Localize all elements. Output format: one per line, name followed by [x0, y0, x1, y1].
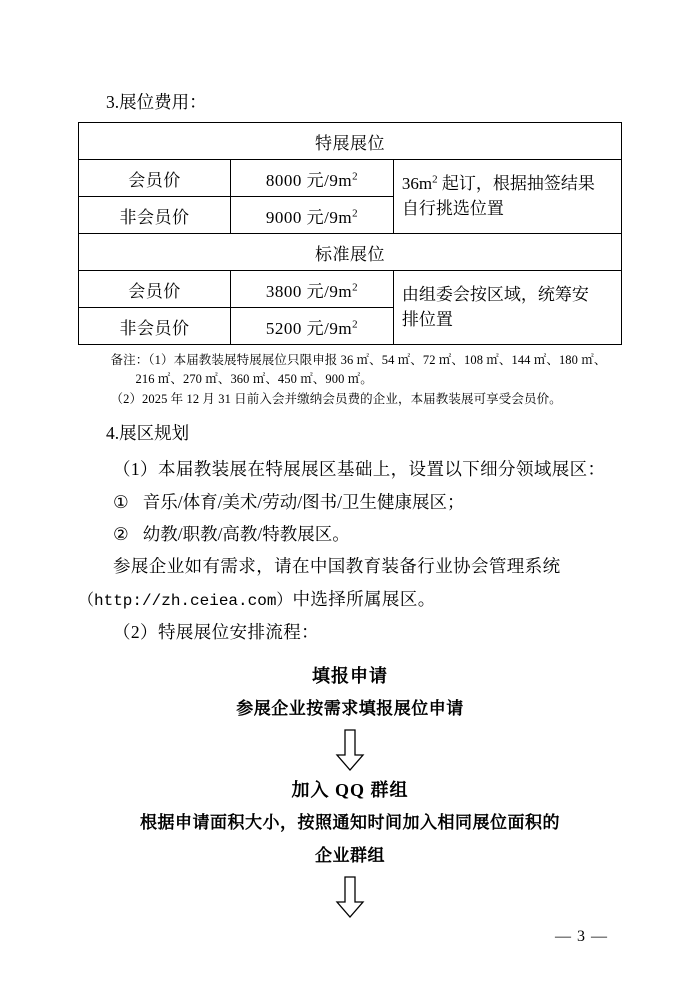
- flow-arrow-2-wrap: [78, 876, 622, 918]
- system-paragraph: [78, 550, 622, 616]
- price-text: 3800 元/9m: [265, 281, 353, 301]
- price-sup: 2: [352, 169, 359, 182]
- member-price-value: [231, 160, 394, 197]
- note-line-1: 由组委会按区域，统筹安: [401, 284, 589, 304]
- flow-step-1-title: 填报申请: [312, 665, 388, 686]
- list-text: 幼教/职教/高教/特教展区。: [142, 523, 350, 544]
- list-item: [78, 486, 622, 518]
- price-text: 9000 元/9m: [265, 207, 353, 227]
- section-heading: 3.展位费用：: [106, 92, 207, 112]
- list-item: [78, 518, 622, 550]
- table-section-header: 标准展位: [79, 234, 622, 271]
- list-text: 音乐/体育/美术/劳动/图书/卫生健康展区；: [142, 491, 465, 512]
- system-url: （http://zh.ceiea.com）: [78, 591, 293, 610]
- remark-line-1: 备注：（1）本届教装展特展展位只限申报 36 ㎡、54 ㎡、72 ㎡、108 ㎡、144 ㎡、180 ㎡、: [110, 353, 607, 367]
- flow-step-2-desc-line-1: 根据申请面积大小，按照通知时间加入相同展位面积的: [140, 813, 560, 833]
- nonmember-price-value: [231, 308, 394, 345]
- note-line-1: $36m^2$ 起订，根据抽签结果: [401, 173, 595, 193]
- table-row: [79, 234, 622, 271]
- standard-booth-note: [393, 271, 621, 345]
- price-sup: 2: [352, 280, 359, 293]
- down-arrow-icon: [335, 729, 365, 771]
- nonmember-price-value: [231, 197, 394, 234]
- table-row: [79, 271, 622, 308]
- price-text: 5200 元/9m: [265, 318, 353, 338]
- remark-line-2: 216 ㎡、270 ㎡、360 ㎡、450 ㎡、900 ㎡。: [135, 372, 373, 387]
- price-sup: 2: [352, 206, 359, 219]
- member-price-value: [231, 271, 394, 308]
- planning-paragraph-1: （1）本届教装展在特展展区基础上，设置以下细分领域展区：: [113, 459, 606, 480]
- table-row: [79, 123, 622, 160]
- member-price-label: 会员价: [79, 160, 231, 197]
- flow-step-2-desc-line-2: 企业群组: [315, 845, 385, 865]
- note-sup: 2: [432, 173, 438, 186]
- flow-arrow-1-wrap: [78, 729, 622, 771]
- page-number: — 3 —: [555, 928, 608, 945]
- remark-block-1: [78, 351, 622, 390]
- note-line-2: 自行挑选位置: [401, 198, 504, 218]
- list-marker: ①: [113, 491, 129, 512]
- special-booth-note: [393, 160, 621, 234]
- system-paragraph-part-2: 中选择所属展区。: [292, 588, 436, 609]
- remark-block-2: （2）2025 年 12 月 31 日前入会并缴纳会员费的企业，本届教装展可享受会员价。: [110, 391, 562, 406]
- down-arrow-icon: [335, 876, 365, 918]
- planning-heading: 4.展区规划: [106, 423, 190, 444]
- flow-step-2-title: 加入 QQ 群组: [291, 780, 409, 801]
- nonmember-price-label: 非会员价: [79, 197, 231, 234]
- note-line-2: 排位置: [401, 309, 453, 329]
- price-sup: 2: [352, 317, 359, 330]
- system-paragraph-part-1: 参展企业如有需求，请在中国教育装备行业协会管理系统: [113, 556, 561, 577]
- fee-table: [78, 122, 622, 345]
- table-row: [79, 160, 622, 197]
- table-section-header: 特展展位: [79, 123, 622, 160]
- nonmember-price-label: 非会员价: [79, 308, 231, 345]
- flow-step-1-desc: 参展企业按需求填报展位申请: [236, 698, 464, 718]
- price-text: 8000 元/9m: [265, 170, 353, 190]
- member-price-label: 会员价: [79, 271, 231, 308]
- process-heading: （2）特展展位安排流程：: [113, 622, 320, 643]
- list-marker: ②: [113, 523, 129, 544]
- flow-chart: [78, 659, 622, 918]
